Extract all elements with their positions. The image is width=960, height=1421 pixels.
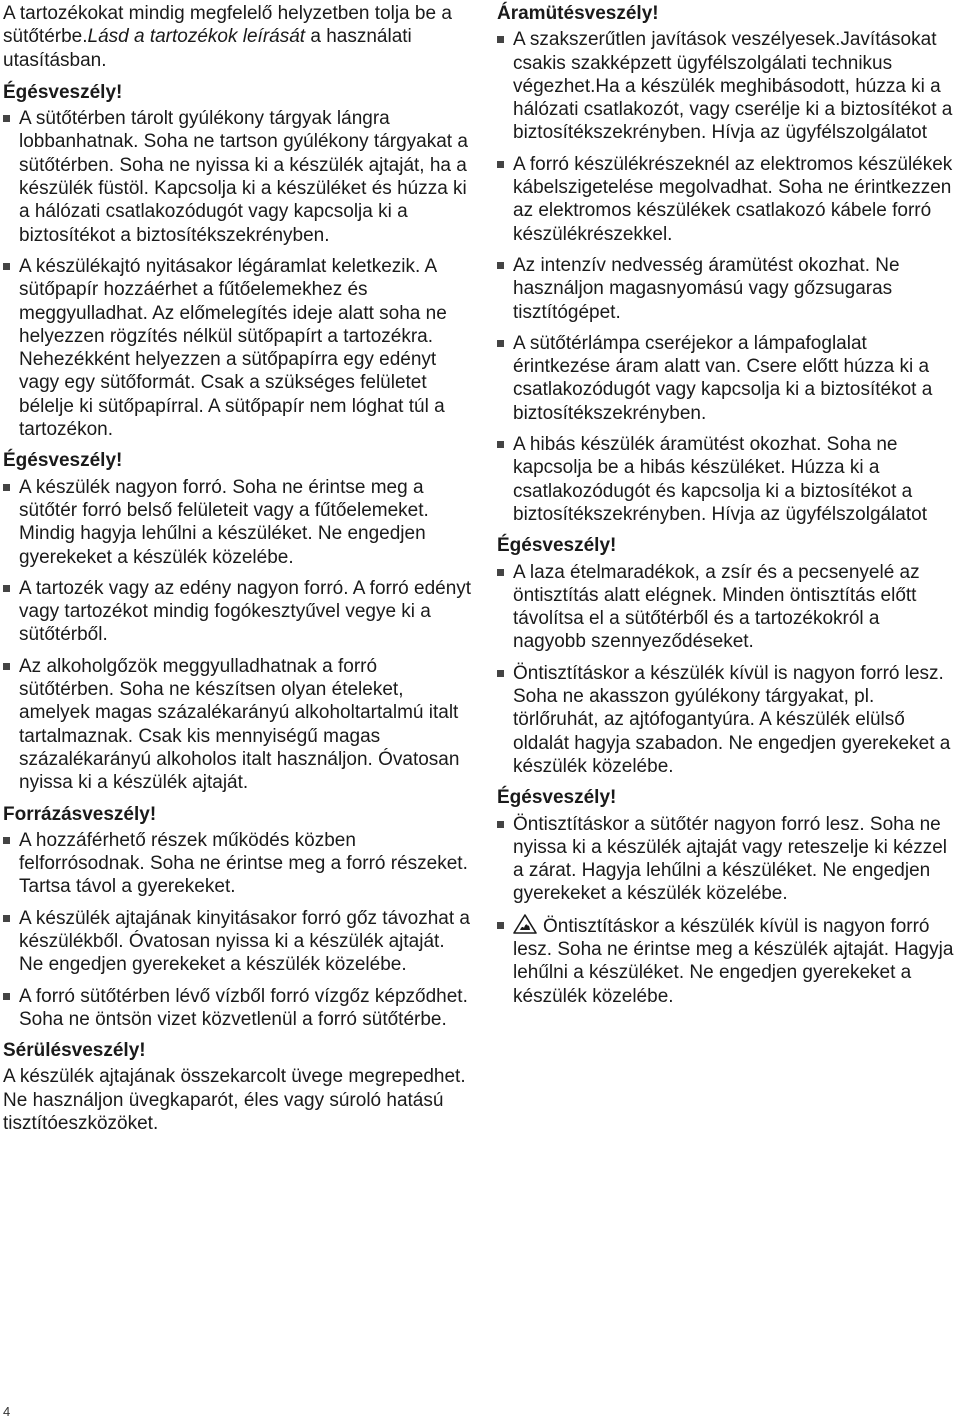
intro-text: A tartozékokat mindig megfelelő helyzetben tolja be a sütőtérbe.	[3, 3, 452, 48]
bullet-square-icon	[3, 837, 10, 844]
section-heading-electric: Áramütésveszély!	[497, 3, 659, 24]
page-number: 4	[3, 1404, 11, 1419]
bullet-item: A készülék nagyon forró. Soha ne érintse meg a sütőtér forró belső felületeit vagy a fűtőelemeket. Mindig hagyja lehűlni a készüléket. Ne engedjen gyerekeket a készülék közelébe.	[3, 476, 473, 569]
bullet-item: A készülékajtó nyitásakor légáramlat keletkezik. A sütőpapír hozzáérhet a fűtőelemekhez és meggyulladhat. Az előmelegítés ideje alatt soha ne helyezzen rögzítés nélkül sütőpapírt a tartozékra. Nehezékként helyezzen a sütőpapírra egy edényt vagy egy sütőformát. Csak a szükséges felületet bélelje ki sütőpapírral. A sütőpapír nem lóghat túl a tartozékon.	[3, 255, 473, 441]
bullet-item: A szakszerűtlen javítások veszélyesek.Javításokat csakis szakképzett ügyfélszolgálati technikus végezhet.Ha a készülék meghibásodott, húzza ki a hálózati csatlakozót, vagy cserélje ki a biztosítékot a biztosítékszekrényben. Hívja az ügyfélszolgálatot	[497, 28, 957, 144]
bullet-item: Az alkoholgőzök meggyulladhatnak a forró sütőtérben. Soha ne készítsen olyan ételeket, amelyek magas százalékarányú alkoholtartalmú italt tartalmaznak. Csak kis mennyiségű magas százalékarányú alkoholos italt használjon. Óvatosan nyissa ki a készülék ajtaját.	[3, 655, 473, 795]
bullet-square-icon	[3, 115, 10, 122]
bullet-item: A hozzáférhető részek működés közben felforrósodnak. Soha ne érintse meg a forró részeket. Tartsa távol a gyerekeket.	[3, 829, 473, 899]
bullet-square-icon	[3, 484, 10, 491]
right-column	[497, 2, 957, 1016]
intro-reference: Lásd a tartozékok leírását	[87, 26, 306, 48]
bullet-square-icon	[497, 922, 504, 929]
section-heading-burn-3: Égésveszély!	[497, 535, 617, 557]
bullet-square-icon	[3, 585, 10, 592]
bullet-item: A sütőtérlámpa cseréjekor a lámpafoglalat érintkezése áram alatt van. Csere előtt húzza ki a csatlakozódugót vagy kapcsolja ki a biztosítékot a biztosítékszekrényben.	[497, 332, 957, 425]
bullet-item: A laza ételmaradékok, a zsír és a pecsenyelé az öntisztítás alatt elégnek. Minden öntisztítás előtt távolítsa el a sütőtérből és a tartozékokról a nagyobb szennyeződéseket.	[497, 561, 957, 654]
bullet-square-icon	[497, 262, 504, 269]
bullet-square-icon	[497, 340, 504, 347]
bullet-item: Öntisztításkor a készülék kívül is nagyon forró lesz. Soha ne akasszon gyúlékony tárgyakat, pl. törlőruhát, az ajtófogantyúra. A készülék elülső oldalát hagyja szabadon. Ne engedjen gyerekeket a készülék közelébe.	[497, 662, 957, 778]
bullet-item: A készülék ajtajának kinyitásakor forró gőz távozhat a készülékből. Óvatosan nyissa ki a készülék ajtaját. Ne engedjen gyerekeket a készülék közelébe.	[3, 907, 473, 977]
bullet-item: Öntisztításkor a sütőtér nagyon forró lesz. Soha ne nyissa ki a készülék ajtaját vagy reteszelje ki kézzel a zárat. Hagyja lehűlni a készüléket. Ne engedjen gyerekeket a készülék közelébe.	[497, 813, 957, 906]
bullet-square-icon	[497, 441, 504, 448]
intro-text-end: a használati utasításban.	[3, 26, 412, 71]
bullet-item-with-warning: Öntisztításkor a készülék kívül is nagyon forró lesz. Soha ne érintse meg a készülék ajtaját. Hagyja lehűlni a készüléket. Ne engedjen gyerekeket a készülék közelébe.	[497, 914, 957, 1008]
section-heading-burn-1: Égésveszély!	[3, 81, 123, 103]
section-heading-burn-4: Égésveszély!	[497, 787, 617, 809]
warning-triangle-icon	[513, 914, 537, 934]
bullet-square-icon	[3, 663, 10, 670]
bullet-item: A forró készülékrészeknél az elektromos készülékek kábelszigetelése megolvadhat. Soha ne érintkezzen az elektromos készülékek csatlakozó kábele forró készülékrészekkel.	[497, 153, 957, 246]
bullet-square-icon	[3, 915, 10, 922]
intro-paragraph	[3, 2, 473, 72]
bullet-square-icon	[497, 569, 504, 576]
bullet-square-icon	[3, 263, 10, 270]
bullet-square-icon	[497, 670, 504, 677]
section-heading-scald: Forrázásveszély!	[3, 803, 157, 825]
injury-paragraph: A készülék ajtajának összekarcolt üvege megrepedhet. Ne használjon üvegkaparót, éles vagy súroló hatású tisztítóeszközöket.	[3, 1066, 466, 1135]
bullet-square-icon	[497, 821, 504, 828]
bullet-item: Az intenzív nedvesség áramütést okozhat. Ne használjon magasnyomású vagy gőzsugaras tisztítógépet.	[497, 254, 957, 324]
bullet-item: A forró sütőtérben lévő vízből forró vízgőz képződhet. Soha ne öntsön vizet közvetlenül a forró sütőtérbe.	[3, 985, 473, 1032]
section-heading-burn-2: Égésveszély!	[3, 450, 123, 472]
bullet-item: A tartozék vagy az edény nagyon forró. A forró edényt vagy tartozékot mindig fogókesztyűvel vegye ki a sütőtérből.	[3, 577, 473, 647]
bullet-item: A hibás készülék áramütést okozhat. Soha ne kapcsolja be a hibás készüléket. Húzza ki a csatlakozódugót és kapcsolja ki a biztosítékot a biztosítékszekrényben. Hívja az ügyfélszolgálatot	[497, 433, 957, 526]
bullet-square-icon	[497, 161, 504, 168]
bullet-square-icon	[3, 993, 10, 1000]
bullet-square-icon	[497, 36, 504, 43]
bullet-item: A sütőtérben tárolt gyúlékony tárgyak lángra lobbanhatnak. Soha ne tartson gyúlékony tárgyakat a sütőtérben. Soha ne nyissa ki a készülék ajtaját, ha a készülék füstöl. Kapcsolja ki a készüléket és húzza ki a hálózati csatlakozódugót vagy kapcsolja ki a biztosítékot a biztosítékszekrényben.	[3, 107, 473, 247]
left-column	[3, 2, 473, 1143]
section-heading-injury: Sérülésveszély!	[3, 1040, 146, 1062]
